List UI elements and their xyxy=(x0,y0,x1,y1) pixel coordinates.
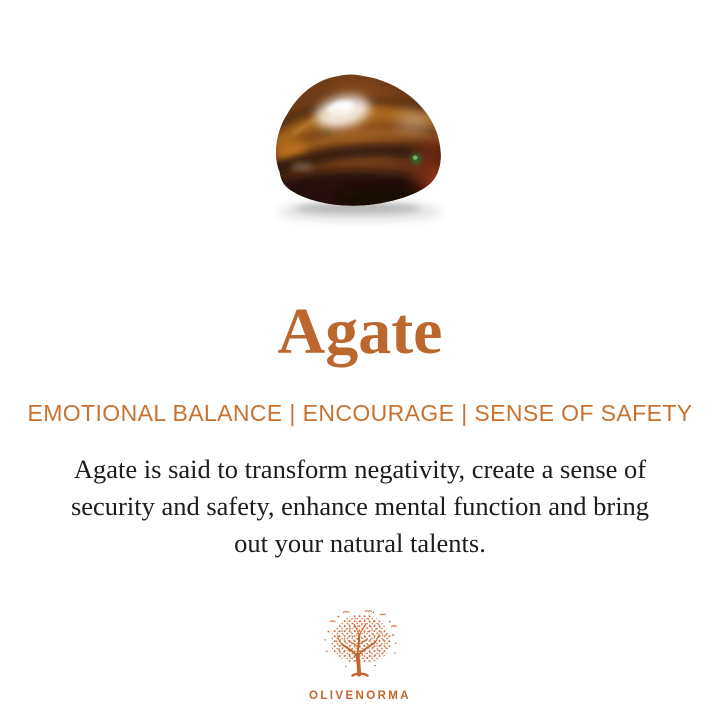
crystal-properties-subtitle: EMOTIONAL BALANCE | ENCOURAGE | SENSE OF SAFETY xyxy=(27,400,693,426)
brand-name: OLIVENORMA xyxy=(309,690,411,702)
crystal-description xyxy=(0,451,720,562)
agate-stone-image xyxy=(263,68,457,228)
brand-logo xyxy=(0,610,720,702)
page-title: Agate xyxy=(277,295,443,368)
agate-stone-photo xyxy=(263,68,457,228)
description-line: out your natural talents. xyxy=(234,528,486,558)
olivenorma-tree-icon xyxy=(318,610,402,688)
description-line: security and safety, enhance mental function and bring xyxy=(70,491,650,521)
description-line: Agate is said to transform negativity, create a sense of xyxy=(73,454,647,484)
